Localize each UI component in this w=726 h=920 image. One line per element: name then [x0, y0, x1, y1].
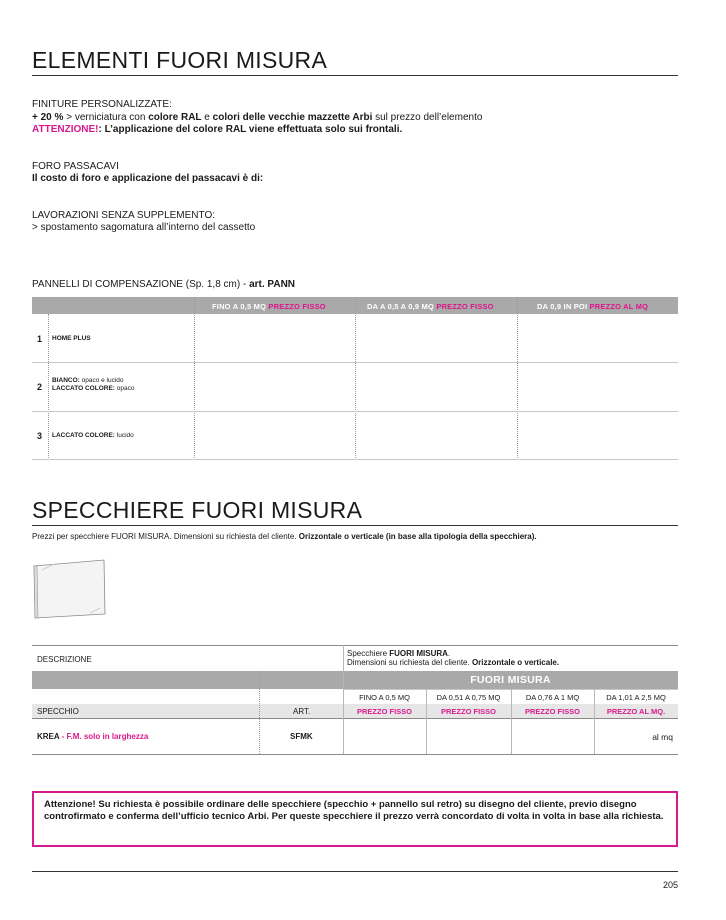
specchio-divider-prices — [343, 645, 344, 754]
pannelli-caption — [32, 279, 295, 292]
pannelli-art: art. PANN — [249, 279, 296, 290]
price-label-2: PREZZO FISSO — [440, 707, 496, 716]
col-specchio: SPECCHIO — [37, 707, 79, 716]
col-art: ART. — [293, 707, 311, 716]
title-rule-2 — [32, 525, 678, 526]
krea-note: F.M. solo in larghezza — [66, 732, 149, 741]
pannelli-row-2-label-2: LACCATO COLORE: — [52, 384, 115, 392]
specchiere-table-top — [32, 645, 678, 646]
price-divider-3 — [594, 689, 595, 754]
pannelli-caption-text: PANNELLI DI COMPENSAZIONE (Sp. 1,8 cm) - — [32, 279, 250, 290]
finiture-text-f: sul prezzo dell’elemento — [372, 112, 483, 123]
range-1: FINO A 0,5 MQ — [359, 693, 410, 702]
price-divider-1 — [426, 689, 427, 754]
specchiere-description — [347, 649, 559, 667]
specchiere-intro-bold: Orizzontale o verticale (in base alla tipologia della specchiera). — [298, 532, 537, 541]
range-2: DA 0,51 A 0,75 MQ — [436, 693, 501, 702]
section-title-specchiere: SPECCHIERE FUORI MISURA — [32, 497, 363, 523]
page-number: 205 — [662, 880, 678, 890]
specchiere-intro — [32, 532, 537, 542]
pannelli-row-3-text — [52, 432, 134, 440]
pannelli-col-3-price: PREZZO AL MQ — [589, 302, 649, 311]
krea-name: KREA — [37, 732, 60, 741]
price-divider-2 — [511, 689, 512, 754]
pannelli-row-1-text — [52, 335, 91, 343]
lavorazioni-text: > spostamento sagomatura all’interno del cassetto — [32, 222, 256, 233]
lavorazioni-heading: LAVORAZIONI SENZA SUPPLEMENTO: — [32, 210, 216, 221]
pannelli-row-2-desc-1: opaco e lucido — [79, 377, 124, 384]
finiture-ral: colore RAL — [148, 112, 202, 123]
pannelli-col-2-price: PREZZO FISSO — [436, 302, 494, 311]
specchiere-table-bottom — [32, 754, 678, 755]
finiture-text-e: e — [201, 112, 213, 123]
pannelli-col-2-header — [367, 302, 494, 311]
pannelli-col-2-label: DA A 0,5 A 0,9 MQ — [367, 302, 437, 311]
finiture-heading: FINITURE PERSONALIZZATE: — [32, 99, 172, 110]
mirror-illustration — [32, 558, 108, 620]
section-title-elementi: ELEMENTI FUORI MISURA — [32, 47, 328, 73]
desc1-a: Specchiere — [347, 649, 390, 658]
custom-order-notice: Attenzione! Su richiesta è possibile ordinare delle specchiere (specchio + pannello sul retro) su disegno del cliente, previo disegno controfirmato e conferma dell’ufficio tecnico Arbi. Per queste specchiere il prezzo verrà concordato di volta in volta in base alla richiesta. — [32, 791, 678, 847]
pannelli-row-3-desc: lucido — [114, 432, 134, 439]
pannelli-col-divider-1 — [194, 297, 195, 460]
specchio-header-bottom — [32, 718, 678, 719]
fuori-misura-band-label: FUORI MISURA — [470, 674, 551, 686]
pannelli-col-1-label: FINO A 0,5 MQ — [212, 302, 269, 311]
footer-rule — [32, 871, 678, 872]
foro-heading: FORO PASSACAVI — [32, 161, 119, 172]
desc1-b: FUORI MISURA — [389, 649, 448, 658]
pannelli-row-sep-1 — [32, 362, 678, 363]
title-rule — [32, 75, 678, 76]
finiture-text-a: > verniciatura con — [63, 112, 149, 123]
pannelli-row-2-text — [52, 377, 134, 392]
finiture-percent: + 20 % — [32, 112, 64, 123]
pannelli-row-1-num: 1 — [37, 334, 43, 344]
price-label-4: PREZZO AL MQ. — [606, 707, 666, 716]
range-4: DA 1,01 A 2,5 MQ — [606, 693, 666, 702]
krea-sep: - — [59, 732, 67, 741]
krea-art: SFMK — [290, 732, 313, 741]
desc1-c: . — [447, 649, 451, 658]
specchiere-intro-text: Prezzi per specchiere FUORI MISURA. Dimensioni su richiesta del cliente. — [32, 532, 299, 541]
desc2-a: Dimensioni su richiesta del cliente. — [347, 658, 472, 667]
pannelli-row-2-label-1: BIANCO: — [52, 377, 80, 384]
pannelli-row-1-label: HOME PLUS — [52, 335, 91, 342]
pannelli-col-divider-2 — [355, 297, 356, 460]
finiture-line-1 — [32, 112, 482, 125]
specchio-divider-art — [259, 671, 260, 754]
krea-al-mq: al mq — [652, 732, 673, 742]
attenzione-text: : L’applicazione del colore RAL viene effettuata solo sui frontali. — [98, 124, 403, 135]
pannelli-row-2-num: 2 — [37, 382, 43, 392]
finiture-mazzette: colori delle vecchie mazzette Arbi — [212, 112, 373, 123]
attenzione-label: ATTENZIONE! — [32, 124, 99, 135]
krea-row-description — [37, 732, 148, 742]
pannelli-col-1-price: PREZZO FISSO — [268, 302, 326, 311]
pannelli-num-divider — [48, 314, 49, 460]
pannelli-col-1-header — [212, 302, 326, 311]
pannelli-row-2-desc-2: opaco — [114, 384, 135, 392]
pannelli-row-sep-3 — [32, 459, 678, 460]
desc2-b: Orizzontale o verticale. — [471, 658, 560, 667]
descrizione-label: DESCRIZIONE — [37, 655, 92, 664]
price-label-3: PREZZO FISSO — [524, 707, 580, 716]
pannelli-col-3-label: DA 0,9 IN POI — [537, 302, 590, 311]
pannelli-row-sep-2 — [32, 411, 678, 412]
pannelli-row-3-num: 3 — [37, 431, 43, 441]
pannelli-col-divider-3 — [517, 297, 518, 460]
finiture-line-2 — [32, 124, 402, 137]
foro-text: Il costo di foro e applicazione del passacavi è di: — [32, 173, 264, 184]
range-3: DA 0,76 A 1 MQ — [525, 693, 580, 702]
price-label-1: PREZZO FISSO — [356, 707, 412, 716]
pannelli-row-3-label: LACCATO COLORE: — [52, 432, 115, 439]
pannelli-col-3-header — [537, 302, 648, 311]
